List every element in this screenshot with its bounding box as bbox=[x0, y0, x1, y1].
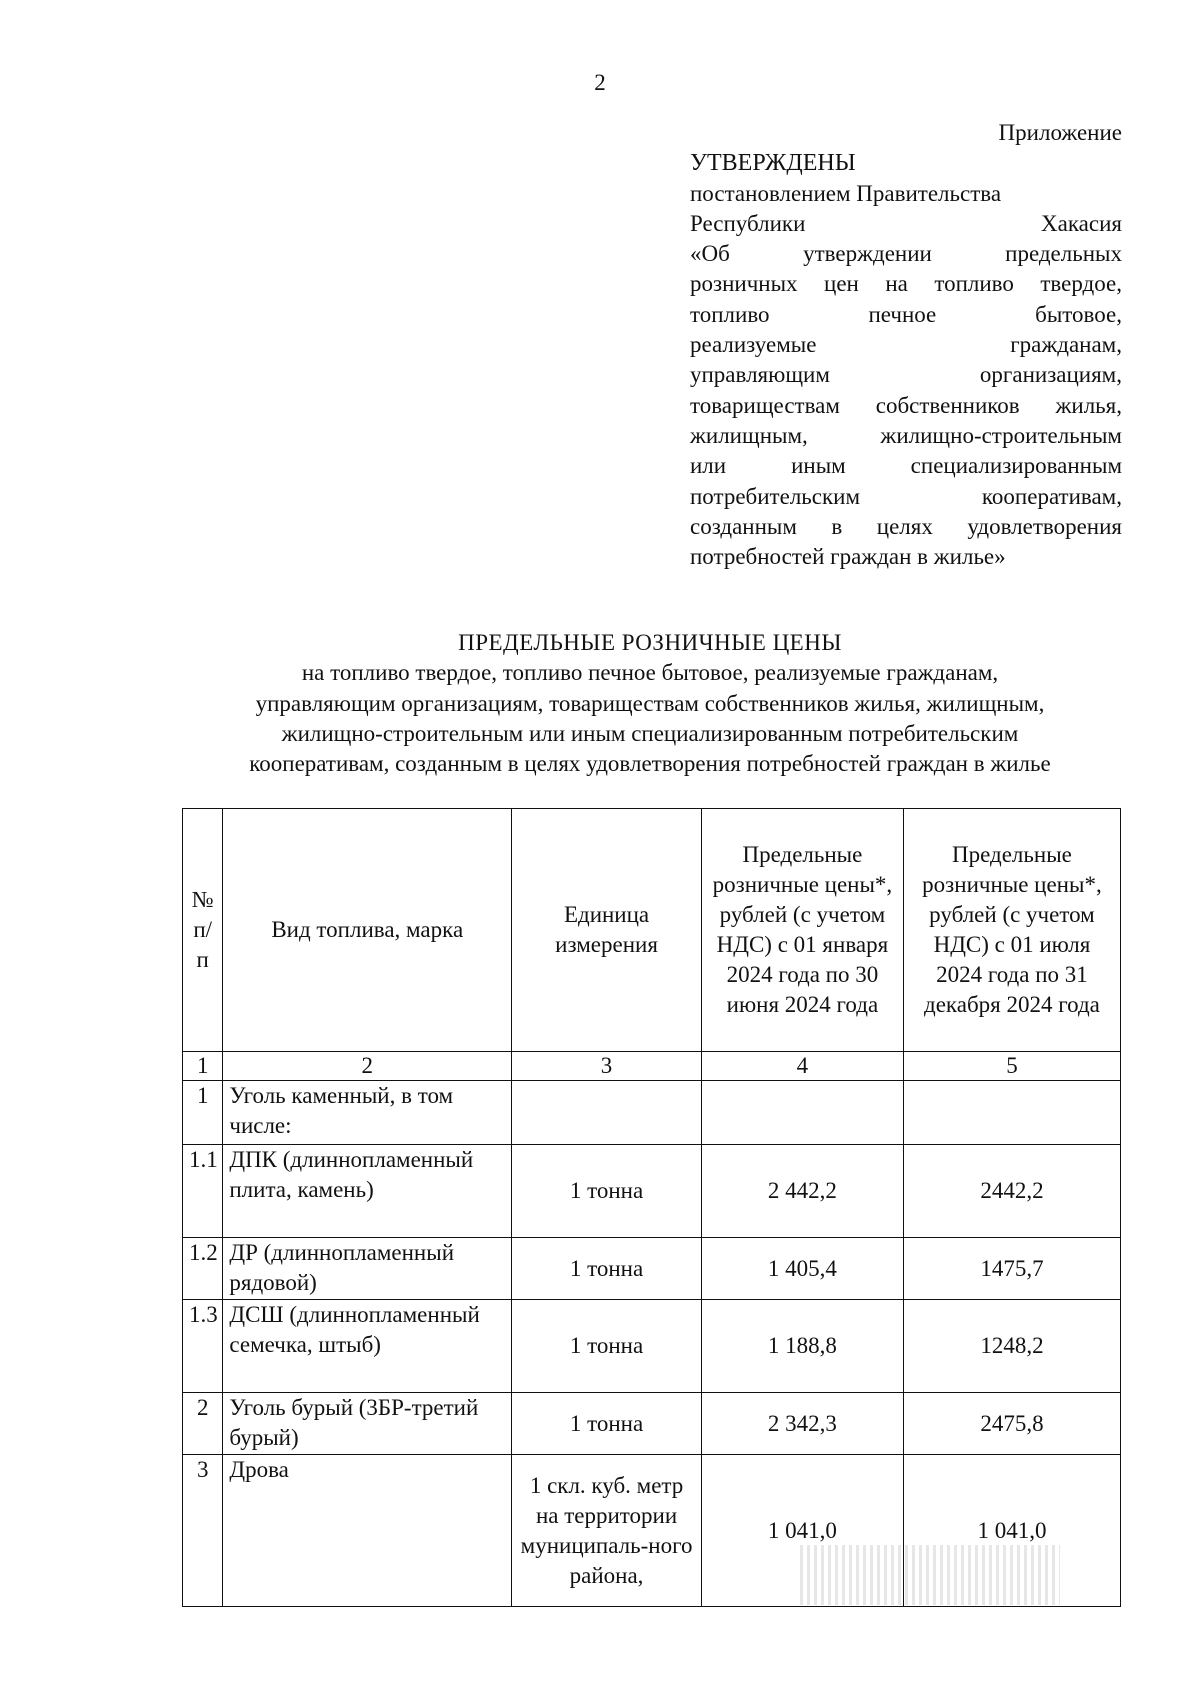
row-num: 1.1 bbox=[183, 1145, 223, 1238]
appendix-line: или иным специализированным bbox=[690, 453, 1122, 479]
scan-smudge bbox=[800, 1545, 1060, 1605]
table-row bbox=[183, 1081, 1121, 1145]
price-h1-cell: 2 342,3 bbox=[701, 1393, 903, 1455]
unit-cell: 1 тонна bbox=[512, 1300, 702, 1393]
fuel-name: Уголь бурый (3БР-третий бурый) bbox=[223, 1393, 512, 1455]
header-num: № п/п bbox=[183, 809, 223, 1052]
fuel-name: ДСШ (длиннопламенный семечка, штыб) bbox=[223, 1300, 512, 1393]
price-h2-cell: 1248,2 bbox=[903, 1300, 1120, 1393]
unit-cell bbox=[512, 1081, 702, 1145]
appendix-line: жилищным, жилищно-строительным bbox=[690, 422, 1122, 448]
table-header-row bbox=[183, 809, 1121, 1052]
appendix-line: топливо печное бытовое, bbox=[690, 301, 1122, 327]
header-unit: Единица измерения bbox=[512, 809, 702, 1052]
row-num: 1 bbox=[183, 1081, 223, 1145]
document-title bbox=[0, 628, 1200, 779]
title-line: на топливо твердое, топливо печное бытовое, реализуемые гражданам, bbox=[301, 660, 999, 686]
column-number: 2 bbox=[223, 1052, 512, 1081]
price-h1-cell: 1 188,8 bbox=[701, 1300, 903, 1393]
appendix-label: Приложение bbox=[998, 120, 1122, 145]
appendix-line: постановлением Правительства bbox=[690, 180, 1002, 206]
column-number: 5 bbox=[903, 1052, 1120, 1081]
header-price-h1: Предельные розничные цены*, рублей (с учетом НДС) с 01 января 2024 года по 30 июня 2024 года bbox=[701, 809, 903, 1052]
unit-cell: 1 тонна bbox=[512, 1393, 702, 1455]
appendix-line: Республики Хакасия bbox=[690, 210, 1122, 236]
unit-cell: 1 скл. куб. метр на территории муниципаль-ного района, bbox=[512, 1455, 702, 1607]
title-main: ПРЕДЕЛЬНЫЕ РОЗНИЧНЫЕ ЦЕНЫ bbox=[458, 630, 842, 655]
title-line: жилищно-строительным или иным специализированным потребительским bbox=[281, 720, 1019, 746]
appendix-line: потребительским кооперативам, bbox=[690, 483, 1122, 509]
appendix-block bbox=[690, 118, 1122, 572]
row-num: 3 bbox=[183, 1455, 223, 1607]
row-num: 1.2 bbox=[183, 1238, 223, 1300]
header-price-h2: Предельные розничные цены*, рублей (с учетом НДС) с 01 июля 2024 года по 31 декабря 2024 года bbox=[903, 809, 1120, 1052]
price-h2-cell bbox=[903, 1081, 1120, 1145]
row-num: 1.3 bbox=[183, 1300, 223, 1393]
appendix-line: потребностей граждан в жилье» bbox=[690, 544, 1006, 570]
approved-heading: УТВЕРЖДЕНЫ bbox=[690, 150, 856, 177]
title-line: кооперативам, созданным в целях удовлетворения потребностей граждан в жилье bbox=[249, 751, 1051, 777]
appendix-line: управляющим организациям, bbox=[690, 362, 1122, 388]
appendix-line: «Об утверждении предельных bbox=[690, 241, 1122, 267]
table-row bbox=[183, 1393, 1121, 1455]
unit-cell: 1 тонна bbox=[512, 1145, 702, 1238]
fuel-name: ДР (длиннопламенный рядовой) bbox=[223, 1238, 512, 1300]
price-h2-cell: 1475,7 bbox=[903, 1238, 1120, 1300]
page-number: 2 bbox=[594, 70, 606, 95]
fuel-name: ДПК (длиннопламенный плита, камень) bbox=[223, 1145, 512, 1238]
table-row bbox=[183, 1238, 1121, 1300]
price-h1-cell: 1 405,4 bbox=[701, 1238, 903, 1300]
appendix-line: розничных цен на топливо твердое, bbox=[690, 271, 1122, 297]
column-number-row bbox=[183, 1052, 1121, 1081]
appendix-line: реализуемые гражданам, bbox=[690, 332, 1122, 358]
price-h2-cell: 2442,2 bbox=[903, 1145, 1120, 1238]
column-number: 1 bbox=[183, 1052, 223, 1081]
price-h1-cell: 1 041,0 bbox=[701, 1455, 903, 1607]
header-name: Вид топлива, марка bbox=[223, 809, 512, 1052]
appendix-line: товариществам собственников жилья, bbox=[690, 392, 1122, 418]
fuel-name: Дрова bbox=[223, 1455, 512, 1607]
price-h1-cell: 2 442,2 bbox=[701, 1145, 903, 1238]
column-number: 4 bbox=[701, 1052, 903, 1081]
table-row bbox=[183, 1145, 1121, 1238]
table-row bbox=[183, 1300, 1121, 1393]
price-h1-cell bbox=[701, 1081, 903, 1145]
price-table bbox=[182, 808, 1121, 1607]
column-number: 3 bbox=[512, 1052, 702, 1081]
price-h2-cell: 2475,8 bbox=[903, 1393, 1120, 1455]
title-line: управляющим организациям, товариществам собственников жилья, жилищным, bbox=[255, 690, 1045, 716]
unit-cell: 1 тонна bbox=[512, 1238, 702, 1300]
appendix-line: созданным в целях удовлетворения bbox=[690, 513, 1122, 539]
price-h2-cell: 1 041,0 bbox=[903, 1455, 1120, 1607]
fuel-name: Уголь каменный, в том числе: bbox=[223, 1081, 512, 1145]
row-num: 2 bbox=[183, 1393, 223, 1455]
